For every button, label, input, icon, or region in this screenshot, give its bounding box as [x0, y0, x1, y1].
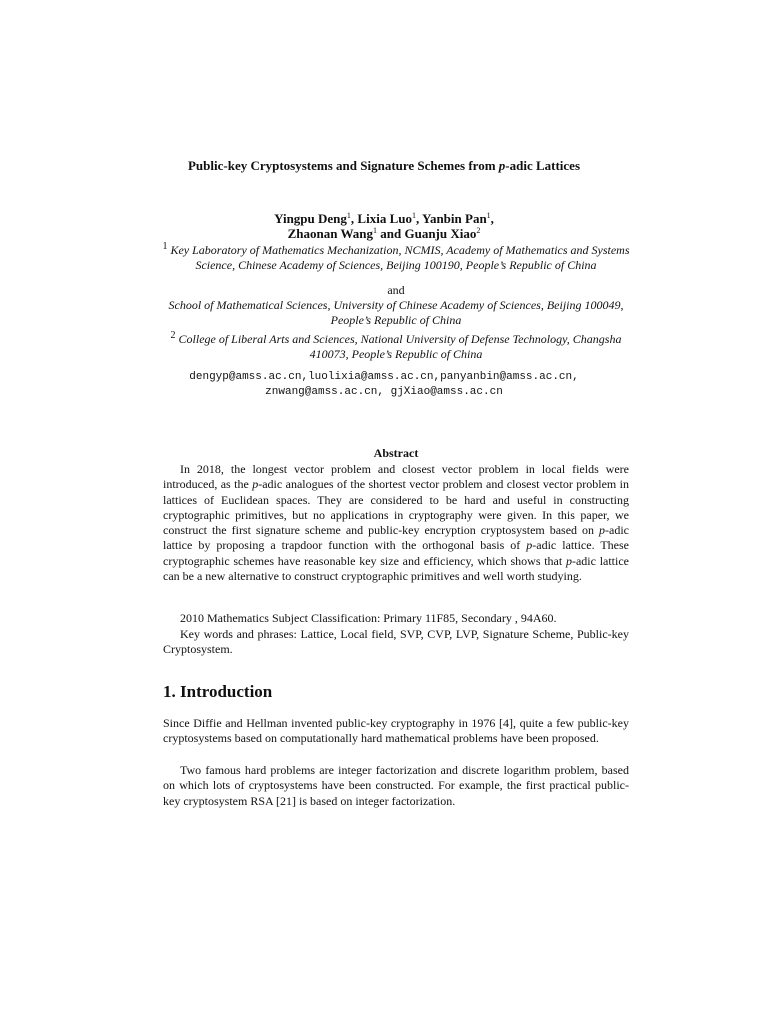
introduction-paragraph-1: Since Diffie and Hellman invented public-key cryptography in 1976 [4], quite a few public-key cryptosystems based on computationally hard mathematical problems have been proposed. — [163, 716, 629, 746]
affiliation-mark: 2 — [170, 330, 176, 341]
author-name: Lixia Luo — [357, 211, 412, 226]
paper-title — [120, 158, 648, 174]
abstract-variable-p: p — [526, 538, 533, 553]
author-affiliation-mark: 1 — [373, 226, 378, 235]
msc-classification: 2010 Mathematics Subject Classification: Primary 11F85, Secondary , 94A60. — [180, 611, 557, 625]
affiliation-conjunction: and — [387, 283, 405, 297]
title-text-before: Public-key Cryptosystems and Signature Schemes from — [187, 158, 499, 173]
author-conjunction: and — [380, 226, 402, 241]
abstract-text: -adic analogues of the shortest vector problem and closest vector problem in lattices of Euclidean spaces. They are considered to be hard and useful in constructing cryptographic primitives, but no applications in cryptography were given. In this paper, we construct the first signature scheme and public-key encryption cryptosystem based on — [163, 477, 629, 538]
abstract-body — [163, 462, 629, 584]
author-emails — [140, 370, 628, 400]
affiliation-text: College of Liberal Arts and Sciences, National University of Defense Technology, Changsha 410073, People’s Republic of China — [178, 332, 622, 362]
author-name: Yanbin Pan — [422, 211, 487, 226]
abstract-text: -adic lattice. These cryptographic schemes have reasonable key size and efficiency, which shows that — [163, 538, 629, 568]
abstract-variable-p: p — [252, 477, 259, 492]
email-line: znwang@amss.ac.cn, gjXiao@amss.ac.cn — [265, 386, 503, 398]
author-affiliation-mark: 1 — [346, 211, 351, 220]
author-name: Guanju Xiao — [404, 226, 477, 241]
abstract-text: -adic lattice by proposing a trapdoor function with the orthogonal basis of — [163, 523, 629, 553]
author-name: Zhaonan Wang — [287, 226, 374, 241]
affiliation-school — [160, 298, 632, 329]
keywords: Key words and phrases: Lattice, Local field, SVP, CVP, LVP, Signature Scheme, Public-key Cryptosystem. — [163, 627, 629, 657]
abstract-variable-p: p — [599, 523, 606, 538]
email-line: dengyp@amss.ac.cn,luolixia@amss.ac.cn,panyanbin@amss.ac.cn, — [189, 371, 579, 383]
affiliation-text: Key Laboratory of Mathematics Mechanization, NCMIS, Academy of Mathematics and Systems Science, Chinese Academy of Sciences, Beijing 100190, People’s Republic of China — [170, 243, 630, 273]
author-affiliation-mark: 1 — [411, 211, 416, 220]
abstract-heading: Abstract — [373, 446, 419, 460]
section-heading-introduction: 1. Introduction — [163, 682, 273, 701]
author-affiliation-mark: 1 — [486, 211, 491, 220]
title-text-after: -adic Lattices — [505, 158, 581, 173]
abstract-text: In 2018, the longest vector problem and closest vector problem in local fields were introduced, as the — [163, 462, 629, 492]
affiliation-1 — [160, 239, 632, 274]
title-variable-p: p — [498, 158, 506, 173]
affiliation-mark: 1 — [162, 241, 168, 252]
author-list: Yingpu Deng$^1$, Lixia Luo$^1$, Yanbin Pan$^1$, Zhaonan Wang$^1$ and Guanju Xiao$^2$ — [274, 211, 494, 241]
affiliation-text: School of Mathematical Sciences, University of Chinese Academy of Sciences, Beijing 100049, People’s Republic of China — [168, 298, 624, 328]
author-affiliation-mark: 2 — [476, 226, 481, 235]
affiliation-2 — [160, 328, 632, 363]
introduction-paragraph-2: Two famous hard problems are integer factorization and discrete logarithm problem, based on which lots of cryptosystems have been constructed. For example, the first practical public-key cryptosystem RSA [21] is based on integer factorization. — [163, 763, 629, 808]
abstract-variable-p: p — [565, 553, 572, 568]
author-name: Yingpu Deng — [274, 211, 347, 226]
abstract-text: -adic lattice can be a new alternative to construct cryptographic primitives and well worth studying. — [163, 553, 630, 584]
